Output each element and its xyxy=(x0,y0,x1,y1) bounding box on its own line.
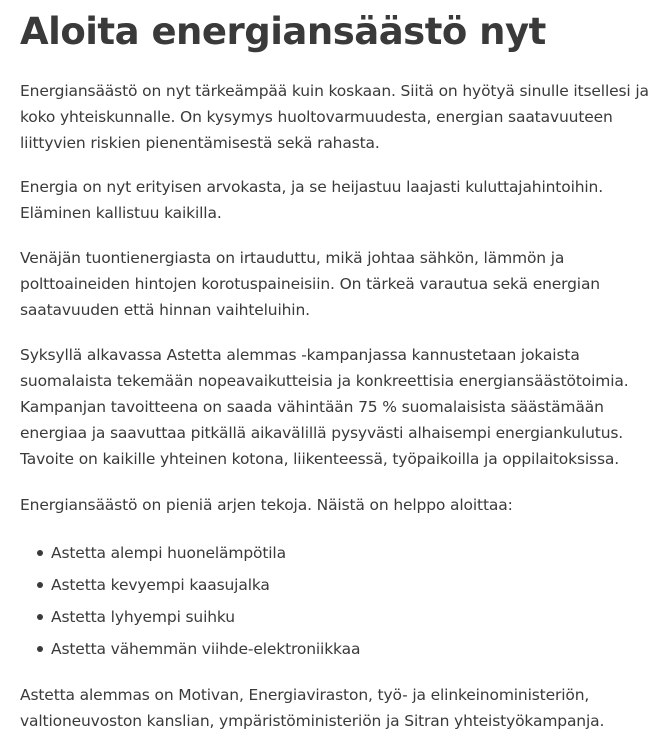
page-title: Aloita energiansäästö nyt xyxy=(20,10,546,53)
bullet-icon xyxy=(37,646,43,652)
list-item-text: Astetta kevyempi kaasujalka xyxy=(51,576,270,594)
list-item xyxy=(20,569,664,601)
list-item-text: Astetta lyhyempi suihku xyxy=(51,608,235,626)
paragraph-partners: Astetta alemmas on Motivan, Energiaviraston, työ- ja elinkeinoministeriön, valtioneuvoston kanslian, ympäristöministeriön ja Sitran yhteistyökampanja. xyxy=(20,686,605,730)
tips-list xyxy=(20,537,664,665)
paragraph-energy-value: Energia on nyt erityisen arvokasta, ja se heijastuu laajasti kuluttajahintoihin. Eläminen kallistuu kaikilla. xyxy=(20,178,604,222)
list-item xyxy=(20,537,664,569)
paragraph-tips-intro: Energiansäästö on pieniä arjen tekoja. Näistä on helppo aloittaa: xyxy=(20,496,513,514)
paragraph-campaign: Syksyllä alkavassa Astetta alemmas -kampanjassa kannustetaan jokaista suomalaista tekemään nopeavaikutteisia ja konkreettisia energiansäästötoimia. Kampanjan tavoitteena on saada vähintään 75 % suomalaisista säästämään energiaa ja saavuttaa pitkällä aikavälillä pysyvästi alhaisempi energiankulutus. Tavoite on kaikille yhteinen kotona, liikenteessä, työpaikoilla ja oppilaitoksissa. xyxy=(20,346,629,468)
bullet-icon xyxy=(37,550,43,556)
bullet-icon xyxy=(37,614,43,620)
list-item xyxy=(20,633,664,665)
article xyxy=(20,0,664,734)
paragraph-russia-imports: Venäjän tuontienergiasta on irtauduttu, mikä johtaa sähkön, lämmön ja polttoaineiden hintojen korotuspaineisiin. On tärkeä varautua sekä energian saatavuuden että hinnan vaihteluihin. xyxy=(20,249,600,319)
list-item-text: Astetta vähemmän viihde-elektroniikkaa xyxy=(51,640,361,658)
list-item-text: Astetta alempi huonelämpötila xyxy=(51,544,286,562)
list-item xyxy=(20,601,664,633)
bullet-icon xyxy=(37,582,43,588)
paragraph-intro: Energiansäästö on nyt tärkeämpää kuin koskaan. Siitä on hyötyä sinulle itsellesi ja koko yhteiskunnalle. On kysymys huoltovarmuudesta, energian saatavuuteen liittyvien riskien pienentämisestä sekä rahasta. xyxy=(20,82,649,152)
